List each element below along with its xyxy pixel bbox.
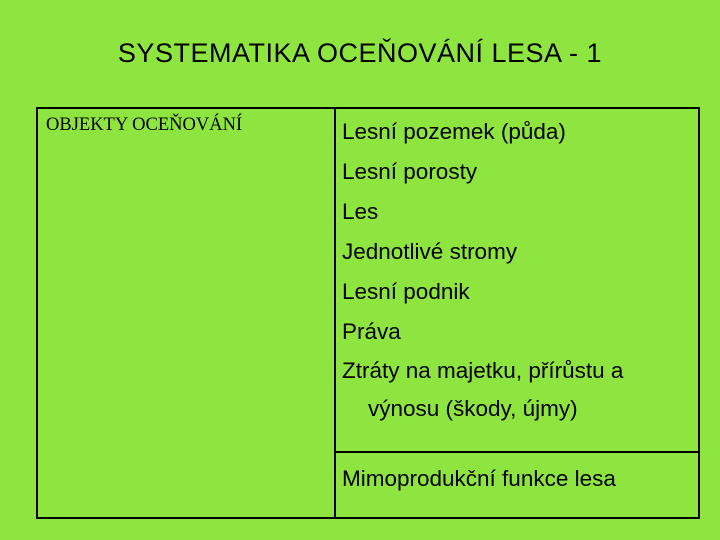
list-item: Práva: [342, 319, 401, 344]
list-item-line-1: Ztráty na majetku, přírůstu a: [342, 358, 624, 383]
list-item-line-2: výnosu (škody, újmy): [368, 396, 578, 421]
list-item: Lesní podnik: [342, 279, 470, 304]
list-item: Lesní porosty: [342, 159, 478, 184]
valuation-table: [36, 107, 700, 519]
list-item: Lesní pozemek (půda): [342, 119, 566, 144]
column-divider: [334, 109, 336, 517]
row-divider: [334, 451, 698, 453]
slide-title: SYSTEMATIKA OCEŇOVÁNÍ LESA - 1: [117, 38, 603, 68]
list-item: Les: [342, 199, 379, 224]
valuation-objects-list: [342, 112, 697, 428]
non-production-functions-cell: Mimoprodukční funkce lesa: [342, 466, 616, 491]
list-item: [342, 352, 697, 428]
objects-header-cell: OBJEKTY OCEŇOVÁNÍ: [46, 115, 243, 135]
list-item: Jednotlivé stromy: [342, 239, 518, 264]
